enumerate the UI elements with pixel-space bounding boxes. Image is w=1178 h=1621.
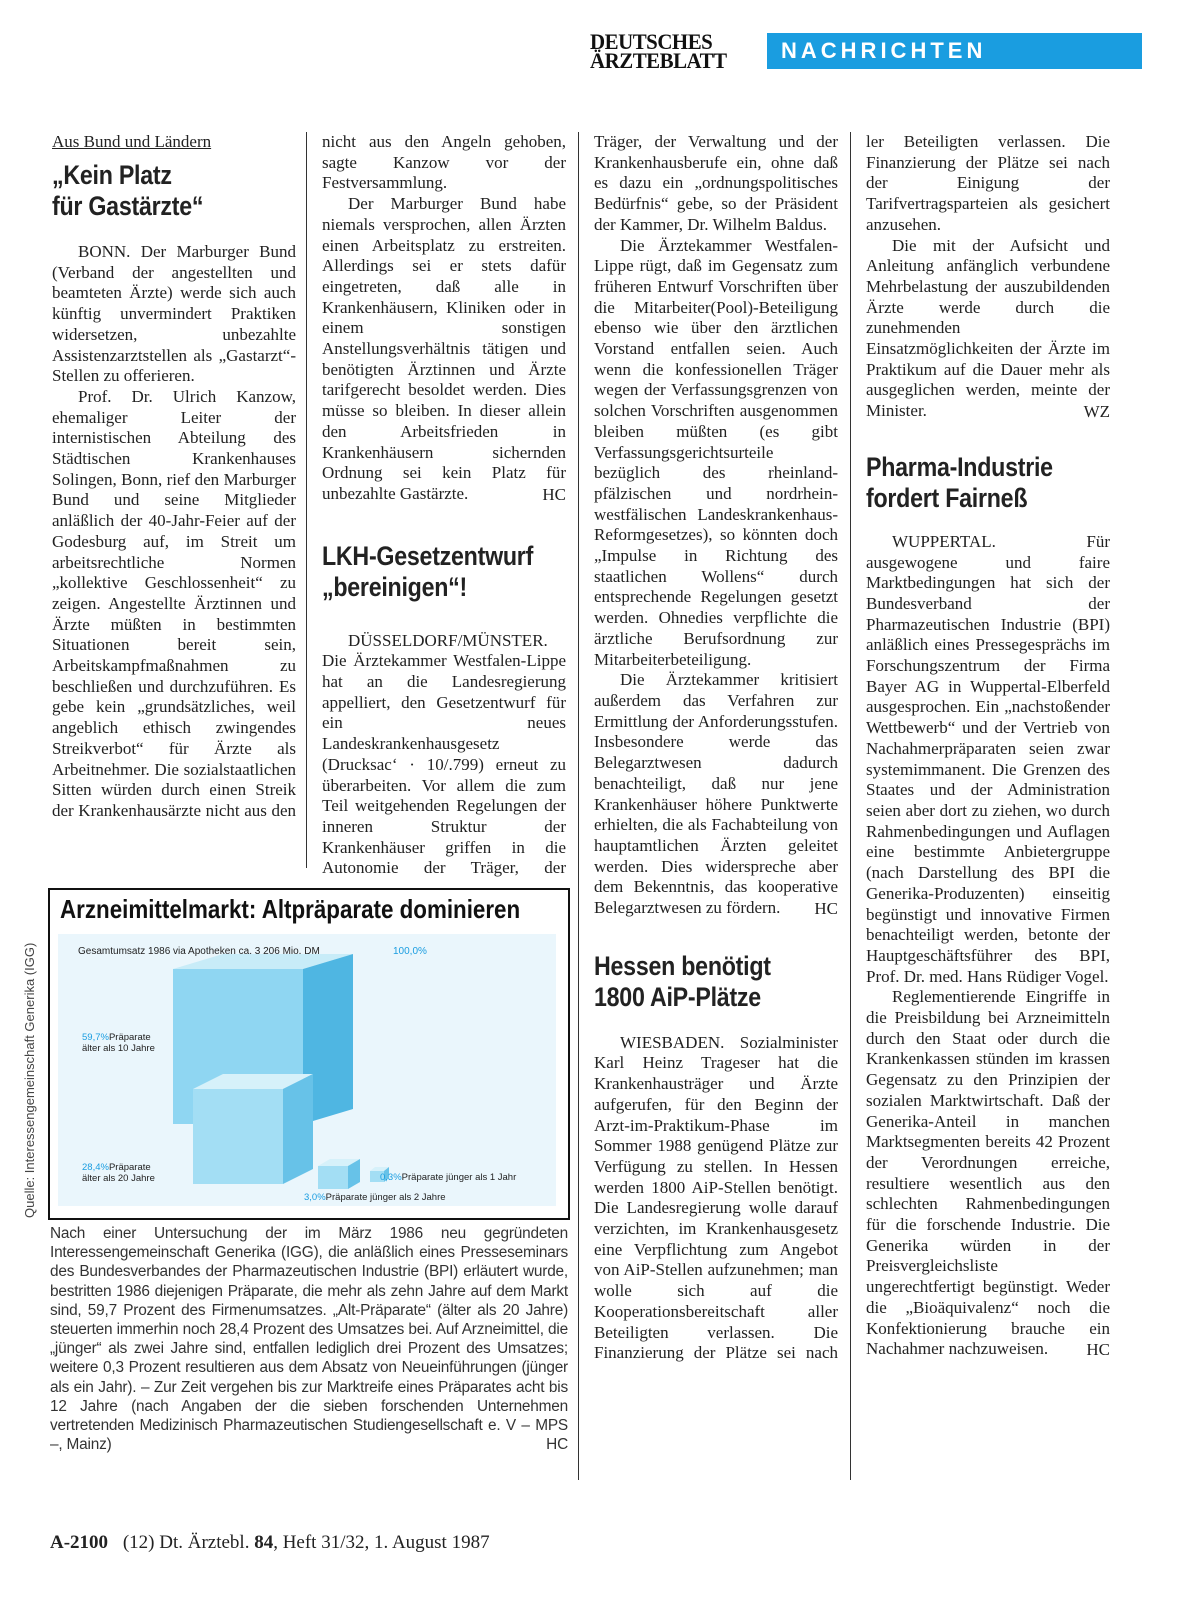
small-cube bbox=[318, 1159, 360, 1189]
article-paragraph: Die Ärztekammer Westfalen-Lippe rügt, daß im Gegensatz zum früheren Entwurf Vorschriften über die Mitarbeiter(Pool)-Beteiligung ebenso wie über den ärztlichen Vorstand entfallen seien. Auch wenn die konfessionellen Träger wegen der Verfassungsgrenzen von solchen Vorschriften ausgenommen bleiben müßten (es gibt Verfassungsgerichtsurteile bezüglich des rheinland-pfälzischen und nordrhein-westfälischen Landeskrankenhaus-Reformgesetzes), so könnten doch „Impulse in Richtung des staatlichen Wollens“ durch entsprechende Regelungen gesetzt werden. Ohnedies verpflichte die ärztliche Berufsordnung zur Mitarbeiterbeteiligung. bbox=[594, 235, 838, 669]
article-paragraph: BONN. Der Marburger Bund (Verband der angestellten und beamteten Ärzte) werde sich auch künftig unvermindert Praktiken widersetzen, unbezahlte Assistenzarztstellen als „Gastarzt“-Stellen zu offerieren. bbox=[52, 242, 296, 386]
kicker: Aus Bund und Ländern bbox=[52, 132, 212, 151]
column-1 bbox=[52, 132, 296, 821]
author-signature: HC bbox=[542, 484, 566, 504]
infographic-source: Quelle: Interessengemeinschaft Generika (IGG) bbox=[22, 942, 37, 1218]
issue-prefix: (12) Dt. Ärztebl. bbox=[122, 1532, 250, 1553]
block-label-1y bbox=[380, 1172, 516, 1183]
column-rule bbox=[850, 132, 851, 1480]
logo-line-1: DEUTSCHES bbox=[590, 29, 713, 54]
article-paragraph: Prof. Dr. Ulrich Kanzow, ehemaliger Leiter der internistischen Abteilung des Städtischen Krankenhauses Solingen, Bonn, rief den Marburger Bund und seine Mitglieder anläßlich der 40-Jahr-Feier auf der Godesburg auf, im Streit um arbeitsrechtliche Normen „kollektive Geschlossenheit“ zu zeigen. Angestellte Ärztinnen und Ärzte müßten in bestimmten Situationen bereit sein, Arbeitskampfmaßnahmen zu beschließen und durchzuführen. Es gebe kein „grundsätzliches, weil angeblich ethisch zwingendes Streikverbot“ für Ärzte als Arbeitnehmer. Die sozialstaatlichen Sitten würden durch einen Streik der Krankenhausärzte nicht aus den bbox=[52, 386, 296, 820]
caption-text bbox=[50, 1224, 568, 1454]
caption-body: Nach einer Untersuchung der im März 1986 neu gegründeten Interessengemeinschaft Generika (IGG), die anläßlich eines Presseseminars des Bundesverbandes der Pharmazeutischen Industrie (BPI) erläutert wurde, bestritten 1986 diejenigen Präparate, die mehr als zehn Jahre auf dem Markt sind, 59,7 Prozent des Firmenumsatzes. „Alt-Präparate“ (älter als 20 Jahre) steuerten immerhin noch 28,4 Prozent des Umsatzes bei. Auf Arzneimittel, die „jünger“ als zwei Jahre sind, entfallen lediglich drei Prozent des Umsatzes; weitere 0,3 Prozent resultieren aus dem Absatz von Neueinführungen (jünger als ein Jahr). – Zur Zeit vergehen bis zur Marktreife eines Präparates acht bis 12 Jahre (nach Angaben der die sieben forschenden Unternehmen vertretenden Medizinisch Pharmazeutischen Studiengesellschaft e. V – MPS –, Mainz) bbox=[50, 1225, 568, 1454]
headline: LKH-Gesetzentwurf bbox=[322, 540, 534, 571]
block-label-20y bbox=[82, 1162, 155, 1184]
column-2 bbox=[322, 132, 566, 881]
article-paragraph: Reglementierende Eingriffe in die Preisbildung bei Arzneimitteln durch den Staat oder durch die Krankenkassen stünden im krassen Gegensatz zu den Prinzipien der sozialen Marktwirtschaft. Daß der Generika-Anteil in manchen Marktsegmenten bereits 42 Prozent der Verordnungen erreiche, resultiere wesentlich aus den schlechten Rahmenbedingungen für die forschende Industrie. Die Generika würden in der Preisvergleichsliste ungerechtfertigt begünstigt. Weder die „Bioäquivalenz“ noch die Konfektionierung brauche ein Nachahmer nachzuweisen. bbox=[866, 987, 1110, 1359]
volume: 84 bbox=[254, 1532, 274, 1553]
issue-suffix: , Heft 31/32, 1. August 1987 bbox=[273, 1532, 490, 1553]
block-pct: 3,0% bbox=[304, 1192, 326, 1203]
headline: fordert Fairneß bbox=[866, 482, 1028, 513]
page-number: A-2100 bbox=[50, 1532, 109, 1553]
author-signature: HC bbox=[814, 898, 838, 918]
article-paragraph: WUPPERTAL. Für ausgewogene und faire Marktbedingungen hat sich der Bundesverband der Pharmazeutischen Industrie (BPI) anläßlich eines Pressegesprächs im Forschungszentrum der Firma Bayer AG in Wuppertal-Elberfeld ausgesprochen. Ein „nachstoßender Wettbewerb“ und der Vertrieb von Nachahmerpräparaten seien zwar systemimmanent. Die Grenzen des Staates und der Administration seien aber dort zu ziehen, wo durch Rahmenbedingungen und Auflagen eine bestimmte Anbietergruppe (nach Darstellung des BPI die Generika-Produzenten) einseitig begünstigt und innovative Firmen benachteiligt werden, betonte der Hauptgeschäftsführer des BPI, Prof. Dr. med. Hans Rüdiger Vogel. bbox=[866, 531, 1110, 986]
column-rule bbox=[578, 132, 579, 1480]
block-label: Präparate jünger als 1 Jahr bbox=[401, 1172, 517, 1183]
chart-total-label: 100,0% bbox=[393, 946, 427, 957]
block-label: Präparate bbox=[108, 1032, 151, 1043]
author-signature: HC bbox=[1086, 1339, 1110, 1359]
chart-subtitle: Gesamtumsatz 1986 via Apotheken ca. 3 206 Mio. DM bbox=[78, 946, 320, 957]
infographic-caption bbox=[50, 1224, 568, 1454]
block-pct: 59,7% bbox=[82, 1032, 109, 1043]
article-paragraph: Die mit der Aufsicht und Anleitung anfänglich verbundene Mehrbelastung der auszubildenden Ärzte werde durch die zunehmenden Einsatzmöglichkeiten der Ärzte im Praktikum auf die Dauer mehr als ausgeglichen werden, meinte der Minister. bbox=[866, 235, 1110, 421]
article-paragraph: Der Marburger Bund habe niemals versprochen, allen Ärzten einen Arbeitsplatz zu erstreiten. Allerdings sei er stets dafür eingetreten, daß alle in Krankenhäusern, Kliniken oder in einem sonstigen Anstellungsverhältnis tätigen und benötigten Ärztinnen und Ärzte tarifgerecht besoldet werden. Dies müsse so bleiben. In dieser allein den Arbeitsfrieden in Krankenhäusern sichernden Ordnung sei kein Platz für unbezahlte Gastärzte. bbox=[322, 194, 566, 503]
block-pct: 0,3% bbox=[380, 1172, 402, 1183]
headline: für Gastärzte“ bbox=[52, 191, 204, 221]
headline: Hessen benötigt bbox=[594, 950, 771, 981]
article-paragraph: WIESBADEN. Sozialminister Karl Heinz Trageser hat die Krankenhausträger und Ärzte aufgerufen, für den Beginn der Arzt-im-Praktikum-Phase im Sommer 1988 genügend Plätze zur Verfügung zu stellen. In Hessen werden 1800 AiP-Stellen benötigt. Die Landesregierung wolle darauf verzichten, im Krankenhausgesetz eine Verpflichtung zum Angebot von AiP-Stellen aufzunehmen; man wolle sich auf die Kooperationsbereitschaft aller Beteiligten verlassen. Die Finanzierung der Plätze sei nach bbox=[594, 1032, 838, 1363]
block-label-2y bbox=[304, 1192, 446, 1203]
author-signature: WZ bbox=[1083, 401, 1110, 421]
column-4 bbox=[866, 132, 1110, 1360]
headline: „Kein Platz bbox=[52, 160, 172, 190]
article-paragraph-continued: Träger, der Verwaltung und der Krankenhausberufe ein, ohne daß es dazu ein „ordnungspolitisches Bedürfnis“ gebe, so der Präsident der Kammer, Dr. Wilhelm Baldus. bbox=[594, 132, 838, 234]
section-banner bbox=[767, 33, 1142, 69]
section-label: NACHRICHTEN bbox=[781, 38, 987, 63]
page-footer bbox=[50, 1532, 490, 1554]
block-label: älter als 20 Jahre bbox=[82, 1173, 155, 1184]
block-pct: 28,4% bbox=[82, 1162, 109, 1173]
block-label: Präparate jünger als 2 Jahre bbox=[325, 1192, 446, 1203]
infographic bbox=[48, 888, 570, 1220]
medium-cube bbox=[193, 1074, 313, 1184]
cube-side bbox=[283, 1074, 313, 1184]
block-label: Präparate bbox=[108, 1162, 151, 1173]
masthead bbox=[590, 29, 760, 76]
column-3 bbox=[594, 132, 838, 1365]
block-label: älter als 10 Jahre bbox=[82, 1043, 155, 1054]
infographic-title: Arzneimittelmarkt: Altpräparate dominieren bbox=[60, 894, 521, 924]
infographic-panel bbox=[58, 934, 556, 1206]
block-label-10y bbox=[82, 1032, 155, 1054]
headline: Pharma-Industrie bbox=[866, 451, 1053, 482]
headline: 1800 AiP-Plätze bbox=[594, 981, 761, 1012]
article-paragraph: Die Ärztekammer kritisiert außerdem das Verfahren zur Ermittlung der Anforderungsstufen. Insbesondere werde das Belegarztwesen dadurch benachteiligt, daß nur jene Krankenhäuser höhere Punktwerte erhielten, die als Fachabteilung von hauptamtlichen Ärzten geleitet werden. Dies widerspreche aber dem Bekenntnis, das kooperative Belegarztwesen zu fördern. bbox=[594, 670, 838, 918]
cube-front bbox=[193, 1089, 283, 1184]
caption-signature: HC bbox=[546, 1436, 568, 1454]
headline: „bereinigen“! bbox=[322, 571, 468, 602]
column-rule bbox=[306, 132, 307, 868]
cube-front bbox=[318, 1166, 348, 1189]
logo-line-2: ÄRZTEBLATT bbox=[590, 48, 727, 73]
article-paragraph: DÜSSELDORF/MÜNSTER. Die Ärztekammer Westfalen-Lippe hat an die Landesregierung appelliert, den Gesetzentwurf für ein neues Landeskrankenhausgesetz (Drucksac‘ · 10/.799) erneut zu überarbeiten. Vor allem die zum Teil weitgehenden Regelungen der inneren Struktur der Krankenhäuser griffen in die Autonomie der Träger, der bbox=[322, 630, 566, 878]
article-paragraph-continued: ler Beteiligten verlassen. Die Finanzierung der Plätze sei nach der Einigung der Tarifvertragsparteien als gesichert anzusehen. bbox=[866, 132, 1110, 234]
article-paragraph-continued: nicht aus den Angeln gehoben, sagte Kanzow vor der Festversammlung. bbox=[322, 132, 566, 193]
